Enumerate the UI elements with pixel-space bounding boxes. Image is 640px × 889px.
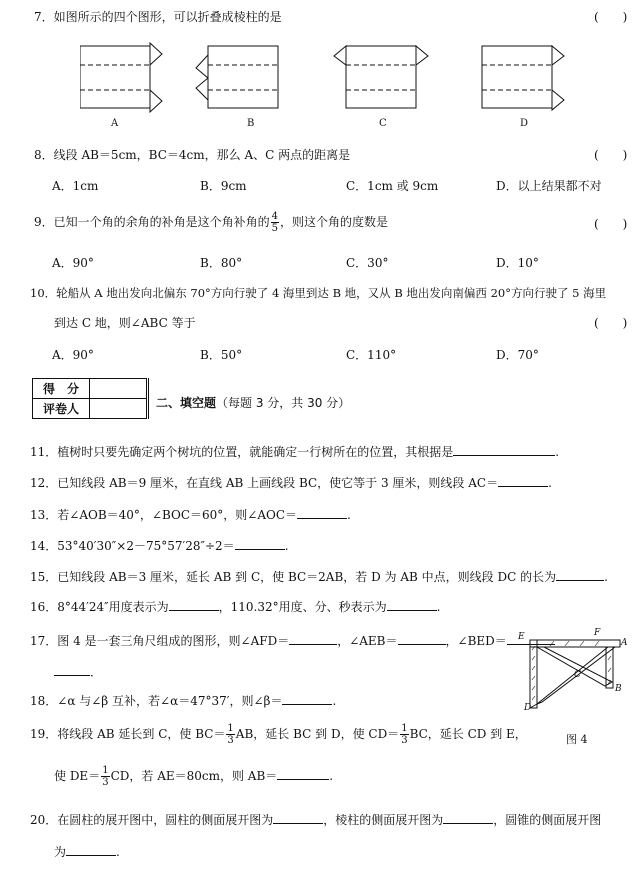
q9-fraction [271,211,279,234]
q9-option-c: C．30° [346,256,389,270]
figure-4-label-a: A [621,638,628,648]
q19-frac1-den: 3 [227,735,234,746]
section-2-heading [156,394,350,411]
q18-end: . [332,694,337,708]
q19-fraction-2 [400,723,408,746]
figure-label-a: A [111,118,119,129]
figure-4-label-c: C [574,670,581,680]
q14-end: . [284,539,289,553]
q15-blank[interactable] [556,569,604,581]
q19-frac1-num: 1 [227,723,234,734]
section-2-note: （每题 3 分，共 30 分） [216,396,351,410]
q18-text: 18．∠α 与∠β 互补，若∠α＝47°37′，则∠β＝ [30,694,283,708]
q17-blank-4[interactable] [54,664,90,676]
q11-text: 11．植树时只要先确定两个树坑的位置，就能确定一行树所在的位置，其根据是 [30,445,454,459]
q16-text-b: ，110.32°用度、分、秒表示为 [218,600,387,614]
q16-blank-2[interactable] [387,599,437,611]
q19-line2 [54,762,333,790]
q10-line1: 10．轮船从 A 地出发向北偏东 70°方向行驶了 4 海里到达 B 地，又从 B 地出发向南偏西 20°方向行驶了 5 海里 [30,286,607,300]
figure-a [80,43,162,112]
q14-text: 14．53°40′30″×2－75°57′28″÷2＝ [30,539,235,553]
q19-end: . [329,769,334,783]
score-box [32,378,147,419]
section-2-title: 二、填空题 [156,396,217,410]
q19-blank[interactable] [277,768,329,780]
q13-blank[interactable] [297,507,347,519]
figure-4-label-d: D [524,703,532,713]
figure-label-b: B [247,118,255,129]
q19-fraction-1 [226,723,234,746]
q9-option-a: A．90° [52,256,94,270]
q8-option-d: D．以上结果都不对 [496,179,602,193]
q10-option-c: C．110° [346,348,397,362]
q19-line2-b: CD，若 AE＝80cm，则 AB＝ [110,769,278,783]
q20-blank-2[interactable] [443,812,493,824]
q9-text-before: 9．已知一个角的余角的补角是这个角补角的 [34,215,270,229]
q18-line [30,692,336,709]
figure-4-label-e: E [518,632,525,642]
figure-4-label-f: F [594,628,601,638]
q9-text-after: ，则这个角的度数是 [280,215,389,229]
q9-line [34,208,388,236]
q20-text-a: 20．在圆柱的展开图中，圆柱的侧面展开图为 [30,813,274,827]
q15-end: . [604,570,608,584]
q9-option-b: B．80° [200,256,243,270]
q17-end: ． [90,665,103,679]
q20-line2-a: 为 [54,845,67,859]
figure-d [482,46,564,110]
q16-text-a: 16．8°44′24″用度表示为 [30,600,169,614]
q20-blank-3[interactable] [66,844,116,856]
q20-text-c: ，圆锥的侧面展开图 [493,813,602,827]
q19-text-c: BC，延长 CD 到 E， [409,727,527,741]
q20-blank-1[interactable] [273,812,323,824]
q18-blank[interactable] [282,693,332,705]
q8-text: 8．线段 AB＝5cm，BC＝4cm，那么 A、C 两点的距离是 [34,148,351,162]
q9-option-d: D．10° [496,256,539,270]
q10-option-b: B．50° [200,348,243,362]
q17-text-a: 17．图 4 是一套三角尺组成的图形，则∠AFD＝ [30,634,290,648]
q15-line [30,568,608,585]
q16-blank-1[interactable] [169,599,219,611]
q12-end: . [548,476,552,490]
q9-frac-den: 5 [271,223,279,234]
q12-line [30,474,552,491]
grader-cell [90,399,147,419]
score-label: 得 分 [33,379,90,399]
q20-text-b: ，棱柱的侧面展开图为 [323,813,444,827]
q14-blank[interactable] [235,538,285,550]
q9-answer-paren: ( ) [594,217,628,231]
q10-line2: 到达 C 地，则∠ABC 等于 [54,316,196,330]
score-cell [90,379,147,399]
q11-line [30,443,559,460]
q9-frac-num: 4 [271,211,279,222]
q19-line2-a: 使 DE＝ [54,769,101,783]
figure-c [334,46,428,108]
q14-line [30,537,289,554]
q17-line1 [30,632,555,649]
q17-blank-2[interactable] [398,633,446,645]
q10-option-a: A．90° [52,348,94,362]
q10-answer-paren: ( ) [594,316,628,330]
q19-frac2-den: 3 [401,735,408,746]
q12-text: 12．已知线段 AB＝9 厘米，在直线 AB 上画线段 BC，使它等于 3 厘米，则线段 AC＝ [30,476,499,490]
q17-line2 [54,663,102,680]
q13-line [30,506,351,523]
q15-text: 15．已知线段 AB＝3 厘米，延长 AB 到 C，使 BC＝2AB，若 D 为 AB 中点，则线段 DC 的长为 [30,570,557,584]
figure-b [196,46,278,108]
score-box-divider [148,378,149,419]
q12-blank[interactable] [498,475,548,487]
q16-line [30,598,440,615]
q19-text-b: AB，延长 BC 到 D，使 CD＝ [235,727,400,741]
q20-line1 [30,811,601,828]
q7-figures [80,38,570,138]
q20-end: . [116,845,120,859]
q8-option-b: B．9cm [200,179,247,193]
q13-text: 13．若∠AOB＝40°，∠BOC＝60°，则∠AOC＝ [30,508,298,522]
q19-fraction-3 [101,765,109,788]
figure-4-label-b: B [615,684,622,694]
q8-answer-paren: ( ) [594,148,628,162]
q19-frac3-num: 1 [102,765,109,776]
q7-text: 7．如图所示的四个图形，可以折叠成棱柱的是 [34,10,282,24]
q19-text-a: 19．将线段 AB 延长到 C，使 BC＝ [30,727,226,741]
q17-blank-1[interactable] [289,633,337,645]
q20-line2 [54,843,120,860]
figure-4-caption: 图 4 [566,733,588,746]
q8-option-a: A．1cm [52,179,99,193]
q11-end: . [555,445,560,459]
q19-line1 [30,720,527,748]
figure-label-d: D [520,118,529,129]
grader-label: 评卷人 [33,399,90,419]
q8-option-c: C．1cm 或 9cm [346,179,439,193]
q17-text-c: ，∠BED＝ [445,634,507,648]
q19-frac2-num: 1 [401,723,408,734]
q17-text-b: ，∠AEB＝ [337,634,398,648]
q19-frac3-den: 3 [102,777,109,788]
q11-blank[interactable] [453,444,555,456]
figure-label-c: C [379,118,387,129]
q16-end: . [436,600,441,614]
q13-end: . [347,508,351,522]
q7-answer-paren: ( ) [594,10,628,24]
q10-option-d: D．70° [496,348,539,362]
